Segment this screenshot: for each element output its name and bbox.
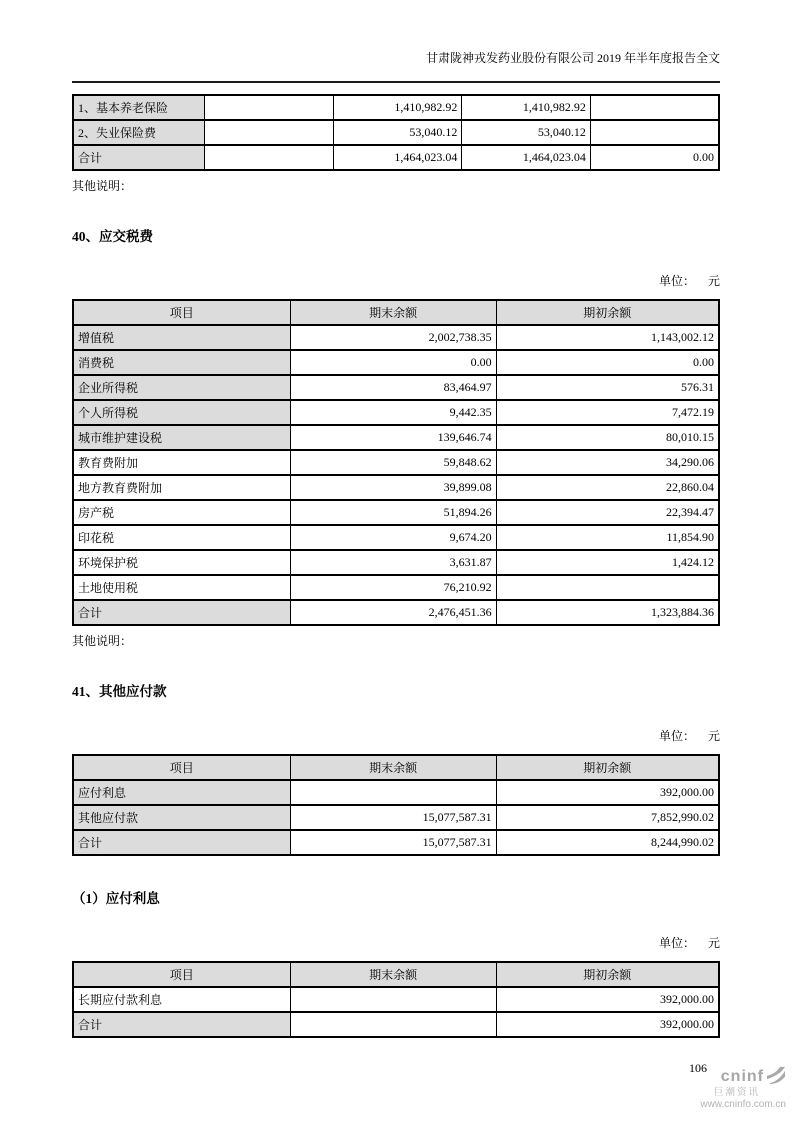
table-cell: 1,410,982.92 [333,95,462,120]
unit-row [72,934,720,951]
table-cell [205,120,334,145]
table-row [73,120,719,145]
table-cell: 22,394.47 [496,500,719,525]
table-cell: 59,848.62 [290,450,496,475]
table-cell: 53,040.12 [462,120,591,145]
table-cell: 76,210.92 [290,575,496,600]
table-cell: 2,476,451.36 [290,600,496,625]
table-cell: 9,674.20 [290,525,496,550]
column-header: 期末余额 [290,962,496,987]
table-row [73,375,719,400]
table-row [73,400,719,425]
table-cell: 83,464.97 [290,375,496,400]
table-cell: 消费税 [73,350,290,375]
section-heading-interest-payable: （1）应付利息 [72,891,160,906]
table-cell: 39,899.08 [290,475,496,500]
table-cell: 合计 [73,145,205,170]
table-cell: 0.00 [496,350,719,375]
table-cell: 392,000.00 [496,780,719,805]
table-cell: 应付利息 [73,780,290,805]
other-notes-label: 其他说明： [72,179,133,193]
table-row [73,987,719,1012]
column-header: 期初余额 [496,755,719,780]
table-cell: 1,323,884.36 [496,600,719,625]
table-cell: 企业所得税 [73,375,290,400]
table-cell: 1、基本养老保险 [73,95,205,120]
table-cell: 7,472.19 [496,400,719,425]
table-cell: 印花税 [73,525,290,550]
unit-value: 元 [707,936,720,950]
section-heading-taxes-payable: 40、应交税费 [72,229,153,244]
column-header: 期初余额 [496,962,719,987]
table-header-row [73,962,719,987]
table-cell: 392,000.00 [496,1012,719,1037]
table-row [73,95,719,120]
table-row [73,475,719,500]
table-row [73,805,719,830]
column-header: 项目 [73,300,290,325]
table-cell: 34,290.06 [496,450,719,475]
table-cell: 15,077,587.31 [290,805,496,830]
table-cell: 8,244,990.02 [496,830,719,855]
table-cell: 环境保护税 [73,550,290,575]
table-row [73,325,719,350]
unit-label: 单位： [658,274,695,288]
table-row [73,350,719,375]
table-cell: 房产税 [73,500,290,525]
table-cell: 7,852,990.02 [496,805,719,830]
header-divider [72,81,720,83]
table-cell: 53,040.12 [333,120,462,145]
table-row [73,600,719,625]
table-cell: 教育费附加 [73,450,290,475]
cninfo-brand-text: cninf [720,1067,764,1085]
other-payables-table [72,754,720,856]
table-cell: 9,442.35 [290,400,496,425]
table-row [73,145,719,170]
column-header: 期末余额 [290,300,496,325]
table-cell: 51,894.26 [290,500,496,525]
table-cell: 土地使用税 [73,575,290,600]
other-notes-label: 其他说明： [72,634,133,648]
table-cell: 80,010.15 [496,425,719,450]
table-cell [590,120,719,145]
table-cell: 地方教育费附加 [73,475,290,500]
report-header-title: 甘肃陇神戎发药业股份有限公司 2019 年半年度报告全文 [425,51,720,65]
table-row [73,1012,719,1037]
social-insurance-table [72,94,720,171]
table-row [73,830,719,855]
table-cell: 2、失业保险费 [73,120,205,145]
table-cell: 139,646.74 [290,425,496,450]
table-cell [205,95,334,120]
unit-value: 元 [707,274,720,288]
table-row [73,425,719,450]
table-cell: 合计 [73,600,290,625]
cninfo-chinese-name: 巨潮资讯 [713,1087,760,1098]
table-row [73,575,719,600]
unit-label: 单位： [658,729,695,743]
table-cell: 增值税 [73,325,290,350]
table-cell: 576.31 [496,375,719,400]
table-cell [496,575,719,600]
table-cell: 2,002,738.35 [290,325,496,350]
table-cell: 个人所得税 [73,400,290,425]
table-cell: 合计 [73,830,290,855]
table-cell [205,145,334,170]
table-row [73,780,719,805]
table-cell: 392,000.00 [496,987,719,1012]
table-cell: 0.00 [590,145,719,170]
table-cell: 城市维护建设税 [73,425,290,450]
unit-label: 单位： [658,936,695,950]
table-cell [590,95,719,120]
table-row [73,500,719,525]
table-cell: 1,464,023.04 [333,145,462,170]
taxes-payable-table [72,299,720,626]
table-cell: 1,143,002.12 [496,325,719,350]
unit-value: 元 [707,729,720,743]
column-header: 期末余额 [290,755,496,780]
table-cell: 3,631.87 [290,550,496,575]
table-cell [290,1012,496,1037]
page-number: 106 [689,1061,707,1075]
column-header: 项目 [73,962,290,987]
table-cell: 其他应付款 [73,805,290,830]
table-row [73,525,719,550]
table-cell: 22,860.04 [496,475,719,500]
table-cell [290,987,496,1012]
table-cell: 0.00 [290,350,496,375]
unit-row [72,272,720,289]
column-header: 期初余额 [496,300,719,325]
table-cell: 合计 [73,1012,290,1037]
table-cell: 长期应付款利息 [73,987,290,1012]
interest-payable-table [72,961,720,1038]
table-cell [290,780,496,805]
column-header: 项目 [73,755,290,780]
unit-row [72,727,720,744]
cninfo-logo [700,1066,786,1110]
table-cell: 1,424.12 [496,550,719,575]
cninfo-swirl-icon [766,1066,786,1088]
table-row [73,550,719,575]
table-header-row [73,755,719,780]
cninfo-logo-row [700,1066,786,1088]
table-cell: 15,077,587.31 [290,830,496,855]
table-row [73,450,719,475]
table-cell: 1,464,023.04 [462,145,591,170]
table-cell: 11,854.90 [496,525,719,550]
cninfo-url: www.cninfo.com.cn [700,1098,786,1110]
table-cell: 1,410,982.92 [462,95,591,120]
section-heading-other-payables: 41、其他应付款 [72,684,167,699]
table-header-row [73,300,719,325]
